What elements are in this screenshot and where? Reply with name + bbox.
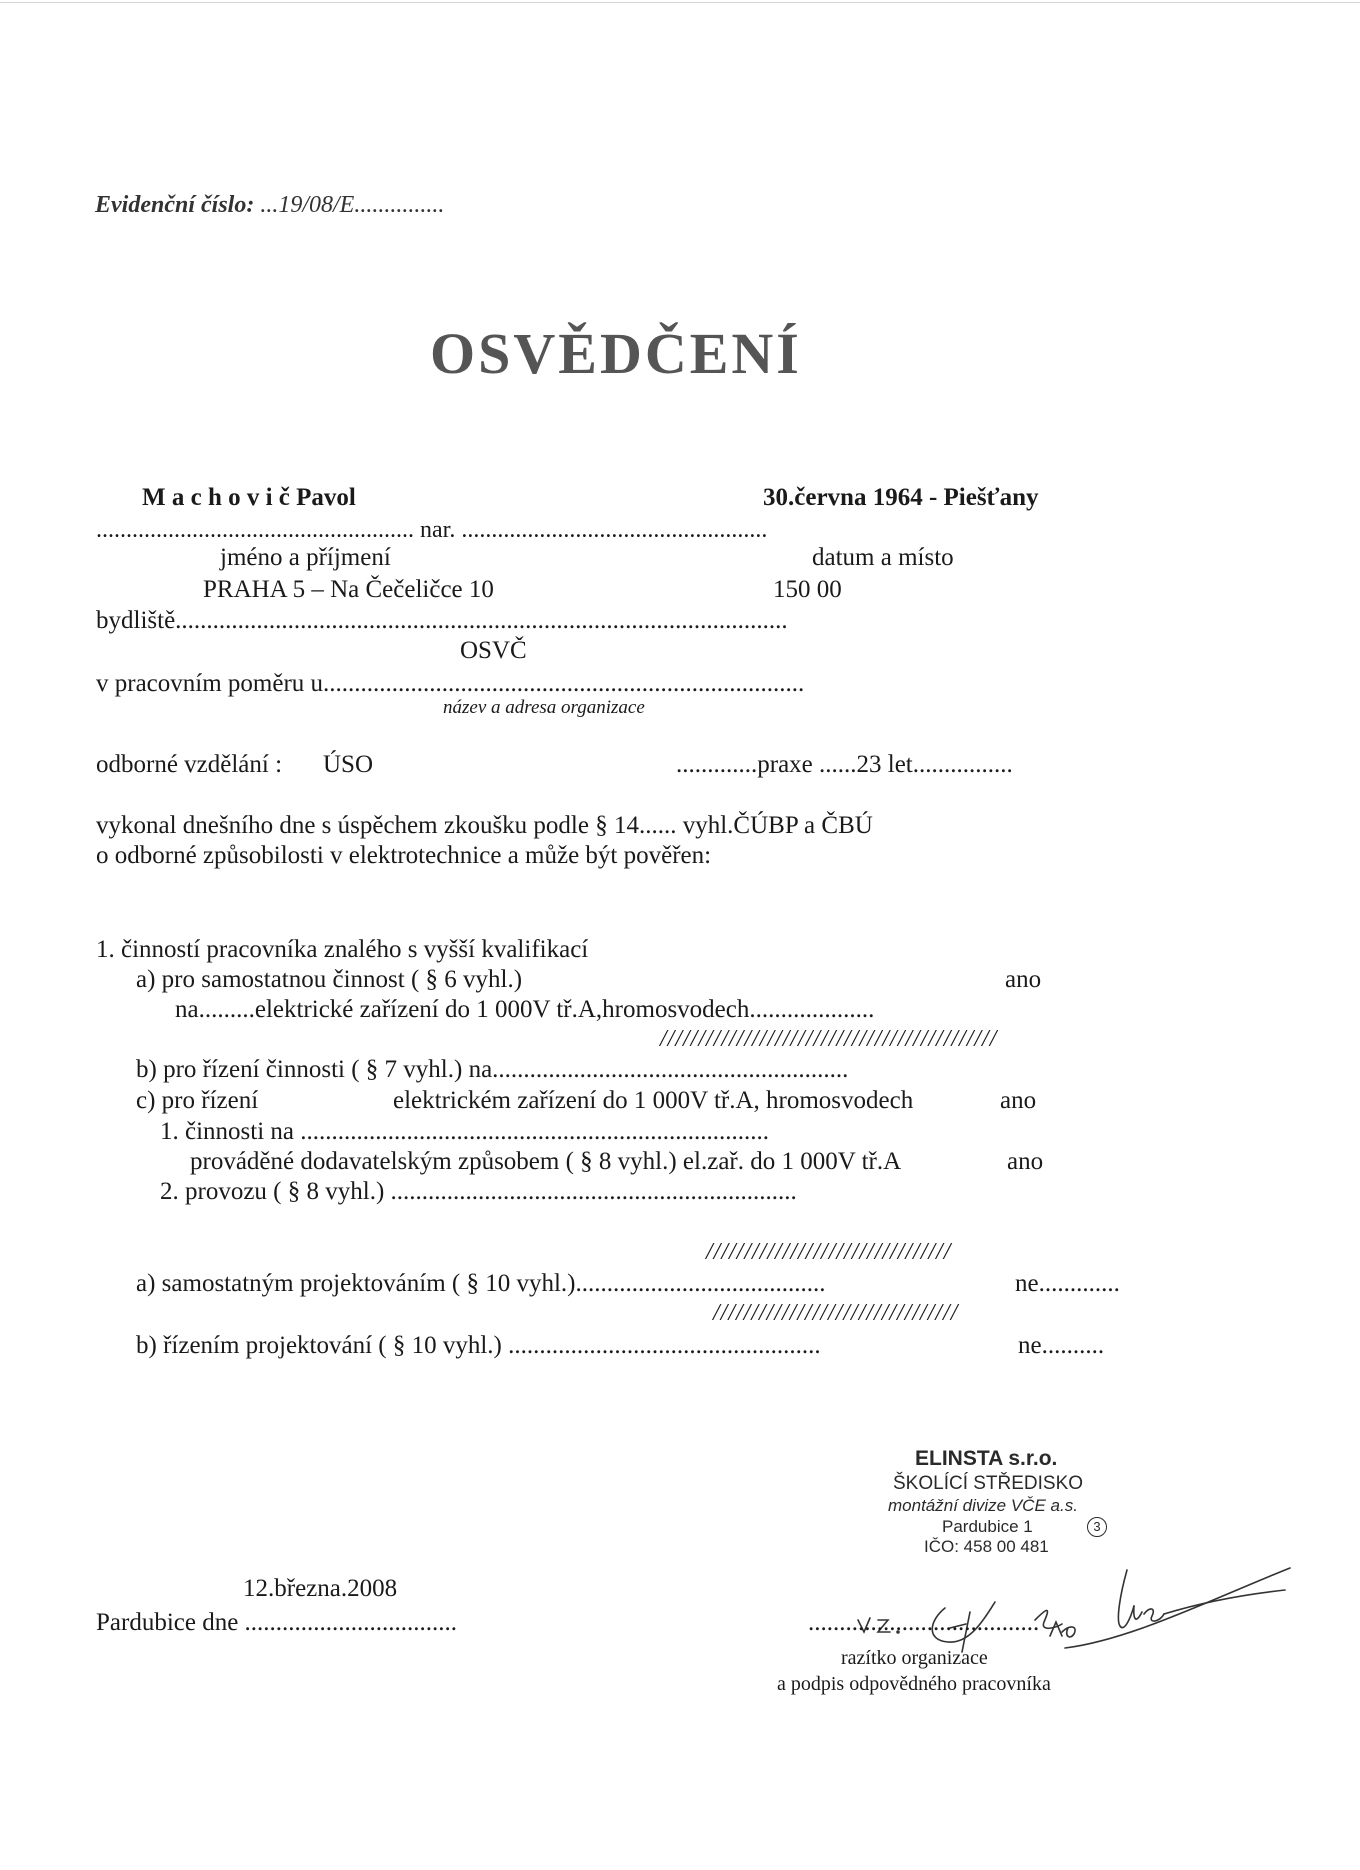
item-1c-scope: elektrickém zařízení do 1 000V tř.A, hromosvodech: [393, 1087, 914, 1114]
item-1b: b) pro řízení činnosti ( § 7 vyhl.) na.........................................................: [136, 1056, 849, 1083]
strike-slashes-2: ////////////////////////////////: [706, 1239, 952, 1265]
signature-caption-2: a podpis odpovědného pracovníka: [777, 1673, 1051, 1695]
item-c1-answer: ano: [1007, 1148, 1044, 1175]
item-1a: a) pro samostatnou činnost ( § 6 vyhl.): [136, 966, 523, 993]
project-a-answer: ne.............: [1015, 1270, 1120, 1297]
practice-value: .............praxe ......23 let................: [676, 751, 1013, 778]
item-c1-detail: prováděné dodavatelským způsobem ( § 8 vyhl.) el.zař. do 1 000V tř.A: [190, 1148, 902, 1175]
signature-dots: .....................................: [808, 1609, 1040, 1636]
item-1c-answer: ano: [1000, 1087, 1037, 1114]
name-caption: jméno a příjmení: [220, 544, 391, 571]
evidence-number-label: Evidenční číslo: ...19/08/E...............: [95, 192, 445, 218]
employer-caption: název a adresa organizace: [443, 697, 645, 718]
employer-value: OSVČ: [460, 637, 527, 664]
project-b: b) řízením projektování ( § 10 vyhl.) ..................................................: [136, 1332, 821, 1359]
education-label: odborné vzdělání :: [96, 751, 283, 778]
item-1: 1. činností pracovníka znalého s vyšší kvalifikací: [96, 936, 589, 963]
signature-caption-1: razítko organizace: [841, 1647, 988, 1669]
place-line: Pardubice dne ..................................: [96, 1609, 458, 1636]
postcode-value: 150 00: [773, 576, 842, 603]
stamp-city: Pardubice 1: [942, 1517, 1033, 1536]
stamp-company: ELINSTA s.r.o.: [915, 1447, 1058, 1470]
item-c1: 1. činnosti na ...........................................................................: [160, 1118, 770, 1145]
document-title: OSVĚDČENÍ: [430, 321, 802, 386]
strike-slashes-3: ////////////////////////////////: [713, 1300, 959, 1326]
address-line: bydliště..................................................................................................: [96, 607, 788, 634]
birth-date-place: 30.června 1964 - Piešťany: [763, 484, 1039, 511]
item-1c-label: c) pro řízení: [136, 1087, 259, 1114]
project-a: a) samostatným projektováním ( § 10 vyhl.)........................................: [136, 1270, 826, 1297]
item-c2: 2. provozu ( § 8 vyhl.) .................................................................: [160, 1178, 797, 1205]
item-1a-answer: ano: [1005, 966, 1042, 993]
issue-date: 12.března.2008: [243, 1575, 398, 1602]
stamp-division: montážní divize VČE a.s.: [888, 1496, 1078, 1515]
name-line: ..................................................... nar. ...................................................: [96, 517, 768, 543]
employer-line: v pracovním poměru u.............................................................................: [96, 670, 805, 697]
birth-caption: datum a místo: [812, 544, 954, 571]
scan-edge: [0, 2, 1360, 3]
project-b-answer: ne..........: [1018, 1332, 1105, 1359]
item-1a-scope: na.........elektrické zařízení do 1 000V tř.A,hromosvodech....................: [175, 996, 875, 1023]
stamp-ico: IČO: 458 00 481: [924, 1537, 1049, 1556]
person-name: M a c h o v i č Pavol: [142, 484, 356, 511]
education-value: ÚSO: [323, 751, 374, 778]
address-value: PRAHA 5 – Na Čečeličce 10: [203, 576, 494, 603]
stamp-circle-mark: 3: [1087, 1517, 1107, 1537]
stamp-unit: ŠKOLÍCÍ STŘEDISKO: [893, 1473, 1084, 1494]
exam-line-2: o odborné způsobilosti v elektrotechnice a může být pověřen:: [96, 842, 712, 869]
strike-slashes-1: ////////////////////////////////////////////: [660, 1026, 998, 1052]
exam-line-1: vykonal dnešního dne s úspěchem zkoušku podle § 14...... vyhl.ČÚBP a ČBÚ: [96, 812, 873, 839]
